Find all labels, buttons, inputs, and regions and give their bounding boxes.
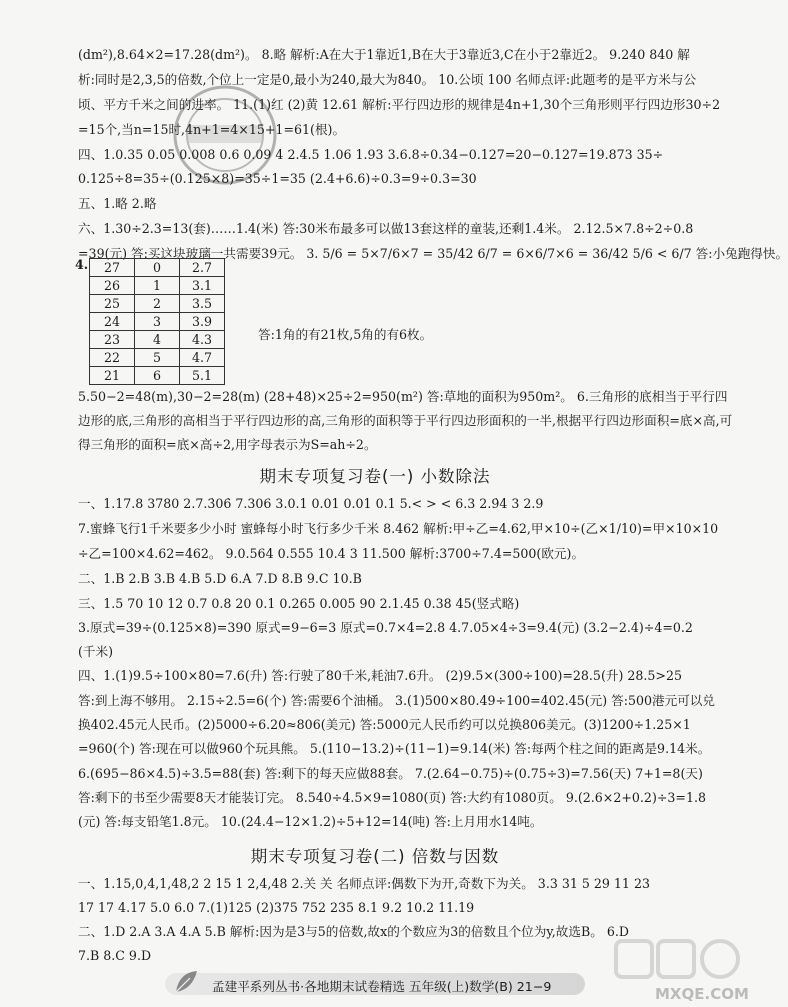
table-cell: 1 bbox=[135, 277, 180, 295]
table-cell: 6 bbox=[135, 367, 180, 385]
text-line: 3.原式=39÷(0.125×8)=390 原式=9−6=3 原式=0.7×4=2.8 4.7.05×4÷3=9.4(元) (3.2−2.4)÷4=0.2 bbox=[78, 620, 693, 635]
footer-text: 孟建平系列丛书·各地期末试卷精选 五年级(上)数学(B) 21−9 bbox=[212, 979, 552, 994]
text-line: 答:到上海不够用。 2.15÷2.5=6(个) 答:需要6个油桶。 3.(1)500×80.49÷100=402.45(元) 答:500港元可以兑 bbox=[78, 693, 715, 708]
text-line: 得三角形的面积=底×高÷2,用字母表示为S=ah÷2。 bbox=[78, 437, 377, 452]
leaf-logo-icon bbox=[172, 968, 200, 996]
table-cell: 2 bbox=[135, 295, 180, 313]
text-line: 答:剩下的书至少需要8天才能装订完。 8.540÷4.5×9=1080(页) 答:大约有1080页。 9.(2.6×2+0.2)÷3=1.8 bbox=[78, 790, 707, 805]
text-line: 一、1.15,0,4,1,48,2 2 15 1 2,4,48 2.关 关 名师点评:偶数下为开,奇数下为关。 3.3 31 5 29 11 23 bbox=[78, 876, 650, 891]
table-row bbox=[90, 277, 225, 295]
table-cell: 3.5 bbox=[180, 295, 225, 313]
text-line: 三、1.5 70 10 12 0.7 0.8 20 0.1 0.265 0.005 90 2.1.4̇5̇ 0.38 45(竖式略) bbox=[78, 596, 520, 611]
table-row bbox=[90, 331, 225, 349]
text-line: 四、1.0.35 0.05 0.008 0.6 0.09 4 2.4.5 1.06 1.93 3.6.8÷0.34−0.127=20−0.127=19.873 35÷ bbox=[78, 147, 664, 162]
table-cell: 0 bbox=[135, 259, 180, 277]
text-line: (dm²),8.64×2=17.28(dm²)。 8.略 解析:A在大于1靠近1,B在大于3靠近3,C在小于2靠近2。 9.240 840 解 bbox=[78, 47, 690, 62]
table-cell: 26 bbox=[90, 277, 135, 295]
text-line: 边形的底,三角形的高相当于平行四边形的高,三角形的面积等于平行四边形面积的一半,根据平行四边形面积=底×高,可 bbox=[78, 413, 733, 428]
text-line: =39(元) 答:买这块玻璃一共需要39元。 3. 5/6 = 5×7/6×7 = 35/42 6/7 = 6×6/7×6 = 36/42 5/6 < 6/7 答:小兔跑得快。 bbox=[78, 246, 788, 261]
text-line: 五、1.略 2.略 bbox=[78, 196, 157, 211]
table-row bbox=[90, 295, 225, 313]
question-number: 4. bbox=[75, 257, 89, 272]
table-cell: 3 bbox=[135, 313, 180, 331]
table-row bbox=[90, 367, 225, 385]
text-line: 0.125÷8=35÷(0.125×8)=35÷1=35 (2.4+6.6)÷0.3=9÷0.3=30 bbox=[78, 171, 477, 186]
text-line: 5.50−2=48(m),30−2=28(m) (28+48)×25÷2=950(m²) 答:草地的面积为950m²。 6.三角形的底相当于平行四 bbox=[78, 389, 728, 404]
table-cell: 24 bbox=[90, 313, 135, 331]
text-line: 顷、平方千米之间的进率。 11.(1)红 (2)黄 12.61 解析:平行四边形的规律是4n+1,30个三角形则平行四边形30÷2 bbox=[78, 97, 721, 112]
table-answer-note: 答:1角的有21枚,5角的有6枚。 bbox=[258, 327, 433, 342]
text-line: (千米) bbox=[78, 644, 114, 659]
table-row bbox=[90, 349, 225, 367]
text-line: (元) 答:每支铅笔1.8元。 10.(24.4−12×1.2)÷5+12=14(吨) 答:上月用水14吨。 bbox=[78, 814, 543, 829]
text-line: 换402.45元人民币。(2)5000÷6.20≈806(美元) 答:5000元人民币约可以兑换806美元。(3)1200÷1.25×1 bbox=[78, 717, 691, 732]
text-line: 一、1.17.8 3780 2.7.3̇06̇ 7.306 3.0.1 0.01 0.01 0.1 5.< > < 6.3 2.9̇4̇ 3 2.9 bbox=[78, 496, 544, 511]
table-cell: 5 bbox=[135, 349, 180, 367]
text-line: 7.B 8.C 9.D bbox=[78, 948, 152, 963]
text-line: 析:同时是2,3,5的倍数,个位上一定是0,最小为240,最大为840。 10.公顷 100 名师点评:此题考的是平方米与公 bbox=[78, 72, 697, 87]
text-line: 二、1.B 2.B 3.B 4.B 5.D 6.A 7.D 8.B 9.C 10.B bbox=[78, 571, 362, 586]
table-cell: 2.7 bbox=[180, 259, 225, 277]
table-cell: 22 bbox=[90, 349, 135, 367]
text-line: =960(个) 答:现在可以做960个玩具熊。 5.(110−13.2)÷(11−1)=9.14(米) 答:每两个柱之间的距离是9.14米。 bbox=[78, 741, 711, 756]
text-line: 四、1.(1)9.5÷100×80=7.6(升) 答:行驶了80千米,耗油7.6升。 (2)9.5×(300÷100)=28.5(升) 28.5>25 bbox=[78, 668, 682, 683]
table-cell: 3.1 bbox=[180, 277, 225, 295]
text-line: ÷乙=100×4.62=462。 9.0.564 0.555 10.4 3 11.500 解析:3700÷7.4=500(欧元)。 bbox=[78, 546, 585, 561]
answer-table bbox=[89, 258, 225, 385]
table-cell: 3.9 bbox=[180, 313, 225, 331]
table-cell: 25 bbox=[90, 295, 135, 313]
table-cell: 23 bbox=[90, 331, 135, 349]
text-line: =15个,当n=15时,4n+1=4×15+1=61(根)。 bbox=[78, 122, 346, 137]
section-title: 期末专项复习卷(一) 小数除法 bbox=[259, 467, 491, 486]
text-line: 7.蜜蜂飞行1千米要多少小时 蜜蜂每小时飞行多少千米 8.462 解析:甲÷乙=4.62,甲×10÷(乙×1/10)=甲×10×10 bbox=[78, 521, 719, 536]
table-row bbox=[90, 259, 225, 277]
watermark-text: MXQE.COM bbox=[655, 985, 749, 1003]
text-line: 6.(695−86×4.5)÷3.5=88(套) 答:剩下的每天应做88套。 7.(2.64−0.75)÷(0.75÷3)=7.56(天) 7+1=8(天) bbox=[78, 766, 703, 781]
text-line: 六、1.30÷2.3=13(套)……1.4(米) 答:30米布最多可以做13套这样的童装,还剩1.4米。 2.12.5×7.8÷2÷0.8 bbox=[78, 221, 694, 236]
table-cell: 5.1 bbox=[180, 367, 225, 385]
section-title: 期末专项复习卷(二) 倍数与因数 bbox=[250, 847, 500, 866]
table-row bbox=[90, 313, 225, 331]
table-cell: 21 bbox=[90, 367, 135, 385]
table-cell: 4.7 bbox=[180, 349, 225, 367]
table-cell: 27 bbox=[90, 259, 135, 277]
table-cell: 4 bbox=[135, 331, 180, 349]
text-line: 17 17 4.17 5.0 6.0 7.(1)125 (2)375 752 235 8.1 9.2 10.2 11.19 bbox=[78, 900, 475, 915]
text-line: 二、1.D 2.A 3.A 4.A 5.B 解析:因为是3与5的倍数,故x的个数应为3的倍数且个位为y,故选B。 6.D bbox=[78, 924, 629, 939]
table-cell: 4.3 bbox=[180, 331, 225, 349]
